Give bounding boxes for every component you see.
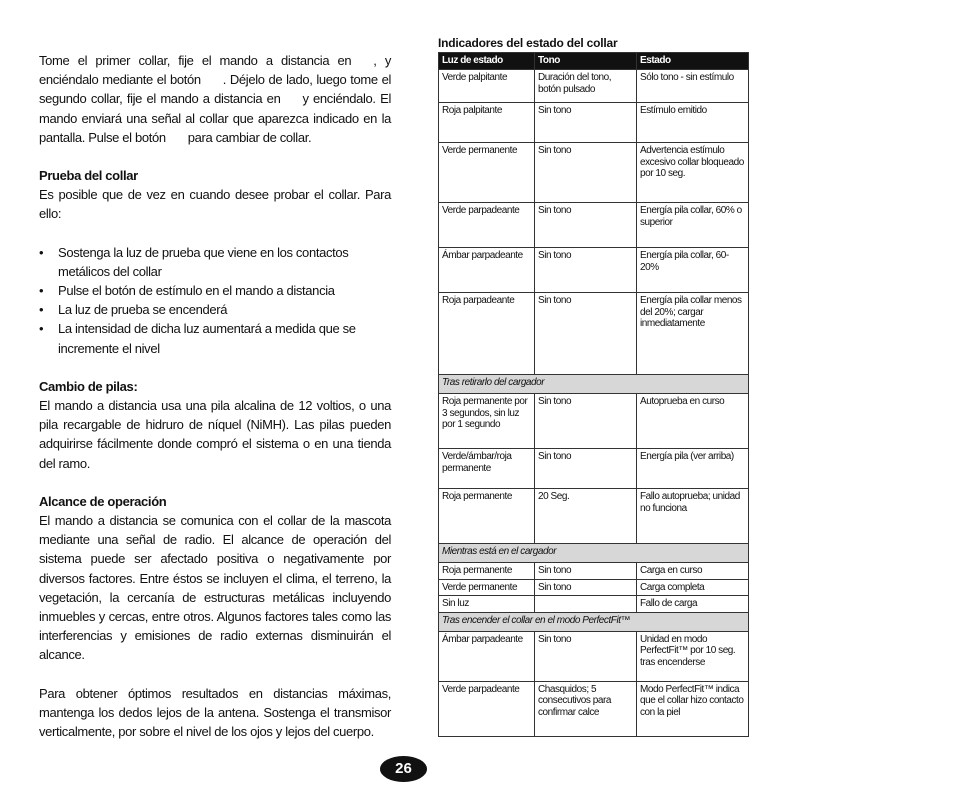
- table-cell: Roja permanente: [439, 563, 535, 580]
- table-cell: Sin luz: [439, 596, 535, 613]
- table-subheader-row: [439, 612, 749, 631]
- intro-text-5: para cambiar de collar.: [187, 129, 312, 145]
- table-cell: Verde parpadeante: [439, 203, 535, 248]
- table-cell: Fallo autoprueba; unidad no funciona: [637, 489, 749, 544]
- table-row: [439, 596, 749, 613]
- table-cell: Fallo de carga: [637, 596, 749, 613]
- table-cell: Sin tono: [535, 579, 637, 596]
- table-row: [439, 449, 749, 489]
- list-item: • Sostenga la luz de prueba que viene en los contactos metálicos del collar: [39, 243, 391, 281]
- table-cell: Energía pila collar, 60-20%: [637, 248, 749, 293]
- table-cell: Modo PerfectFit™ indica que el collar hizo contacto con la piel: [637, 681, 749, 736]
- table-cell: Carga completa: [637, 579, 749, 596]
- table-cell: Sin tono: [535, 563, 637, 580]
- range-heading: Alcance de operación: [39, 493, 167, 509]
- table-cell: Roja permanente: [439, 489, 535, 544]
- table-cell: Advertencia estímulo excesivo collar bloqueado por 10 seg.: [637, 143, 749, 203]
- table-cell: Energía pila (ver arriba): [637, 449, 749, 489]
- table-cell: Estímulo emitido: [637, 103, 749, 143]
- table-cell: Verde permanente: [439, 579, 535, 596]
- table-row: [439, 489, 749, 544]
- table-row: [439, 143, 749, 203]
- table-row: [439, 248, 749, 293]
- table-cell: Sin tono: [535, 449, 637, 489]
- table-cell: Roja parpadeante: [439, 293, 535, 375]
- table-cell: Ámbar parpadeante: [439, 631, 535, 681]
- intro-paragraph: [39, 51, 391, 147]
- battery-heading: Cambio de pilas:: [39, 378, 138, 394]
- table-row: [439, 579, 749, 596]
- table-cell: Ámbar parpadeante: [439, 248, 535, 293]
- table-cell: Sin tono: [535, 293, 637, 375]
- table-cell: Carga en curso: [637, 563, 749, 580]
- table-cell: Chasquidos; 5 consecutivos para confirmar calce: [535, 681, 637, 736]
- table-row: [439, 681, 749, 736]
- table-row: [439, 70, 749, 103]
- table-row: [439, 203, 749, 248]
- table-row: [439, 563, 749, 580]
- table-row: [439, 394, 749, 449]
- header-cell: Luz de estado: [439, 53, 535, 70]
- table-cell: Sólo tono - sin estímulo: [637, 70, 749, 103]
- subheader-after-charger: Tras retirarlo del cargador: [439, 375, 749, 394]
- table-cell: Sin tono: [535, 103, 637, 143]
- table-row: [439, 103, 749, 143]
- table-cell: Sin tono: [535, 248, 637, 293]
- table-cell: Sin tono: [535, 203, 637, 248]
- table-subheader-row: [439, 544, 749, 563]
- subheader-perfectfit: Tras encender el collar en el modo PerfectFit™: [439, 612, 749, 631]
- table-header-row: [439, 53, 749, 70]
- table-cell: Duración del tono, botón pulsado: [535, 70, 637, 103]
- table-cell: Autoprueba en curso: [637, 394, 749, 449]
- table-row: [439, 631, 749, 681]
- intro-text-2: , y enciéndalo mediante el botón: [39, 53, 391, 88]
- intro-text-1: Tome el primer collar, fije el mando a distancia en: [39, 53, 352, 68]
- table-cell: Verde/ámbar/roja permanente: [439, 449, 535, 489]
- intro-text-4: y enciéndalo. El mando enviará una señal al collar que aparezca indicado en la pantalla. Pulse el botón: [39, 91, 391, 145]
- test-heading: Prueba del collar: [39, 168, 138, 184]
- table-cell: Verde parpadeante: [439, 681, 535, 736]
- table-cell: Verde permanente: [439, 143, 535, 203]
- status-table: [438, 52, 749, 737]
- table-subheader-row: [439, 375, 749, 394]
- table-cell: Unidad en modo PerfectFit™ por 10 seg. tras encenderse: [637, 631, 749, 681]
- table-cell: Sin tono: [535, 143, 637, 203]
- table-cell: Energía pila collar menos del 20%; cargar inmediatamente: [637, 293, 749, 375]
- table-cell: Verde palpitante: [439, 70, 535, 103]
- table-cell: Sin tono: [535, 394, 637, 449]
- left-column: [39, 51, 391, 741]
- table-cell: [535, 596, 637, 613]
- list-item: • Pulse el botón de estímulo en el mando a distancia: [39, 281, 391, 300]
- table-row: [439, 293, 749, 375]
- table-cell: Energía pila collar, 60% o superior: [637, 203, 749, 248]
- list-item: • La luz de prueba se encenderá: [39, 300, 391, 319]
- range-text: El mando a distancia se comunica con el collar de la mascota mediante una señal de radio. El alcance de operación del sistema puede ser afectado positiva o negativamente por diversos factores. Entre éstos se incluyen el clima, el terreno, la vegetación, la cercanía de estructuras metálicas incluyendo inmuebles y cercas, entre otros. Algunos factores tales como las interferencias y emisiones de radio externas disminuirán el alcance.: [39, 513, 391, 663]
- battery-text: El mando a distancia usa una pila alcalina de 12 voltios, o una pila recargable de hidruro de níquel (NiMH). Las pilas pueden adquirirse fácilmente donde compró el sistema o en una tienda del ramo.: [39, 398, 391, 471]
- table-cell: Roja palpitante: [439, 103, 535, 143]
- header-cell: Tono: [535, 53, 637, 70]
- intro-text-3: . Déjelo de lado, luego tome el segundo collar, fije el mando a distancia en: [39, 72, 391, 107]
- table-title: Indicadores del estado del collar: [438, 36, 618, 50]
- range-text-2: Para obtener óptimos resultados en distancias máximas, mantenga los dedos lejos de la antena. Sostenga el transmisor verticalmente, por sobre el nivel de los ojos y lejos del cuerpo.: [39, 685, 391, 740]
- test-bullet-list: [39, 243, 391, 358]
- table-cell: Roja permanente por 3 segundos, sin luz por 1 segundo: [439, 394, 535, 449]
- list-item: • La intensidad de dicha luz aumentará a medida que se incremente el nivel: [39, 319, 391, 357]
- status-table-section: [438, 35, 750, 737]
- subheader-in-charger: Mientras está en el cargador: [439, 544, 749, 563]
- header-cell: Estado: [637, 53, 749, 70]
- table-cell: Sin tono: [535, 631, 637, 681]
- table-cell: 20 Seg.: [535, 489, 637, 544]
- test-text: Es posible que de vez en cuando desee probar el collar. Para ello:: [39, 187, 391, 222]
- page-number: 26: [380, 756, 427, 782]
